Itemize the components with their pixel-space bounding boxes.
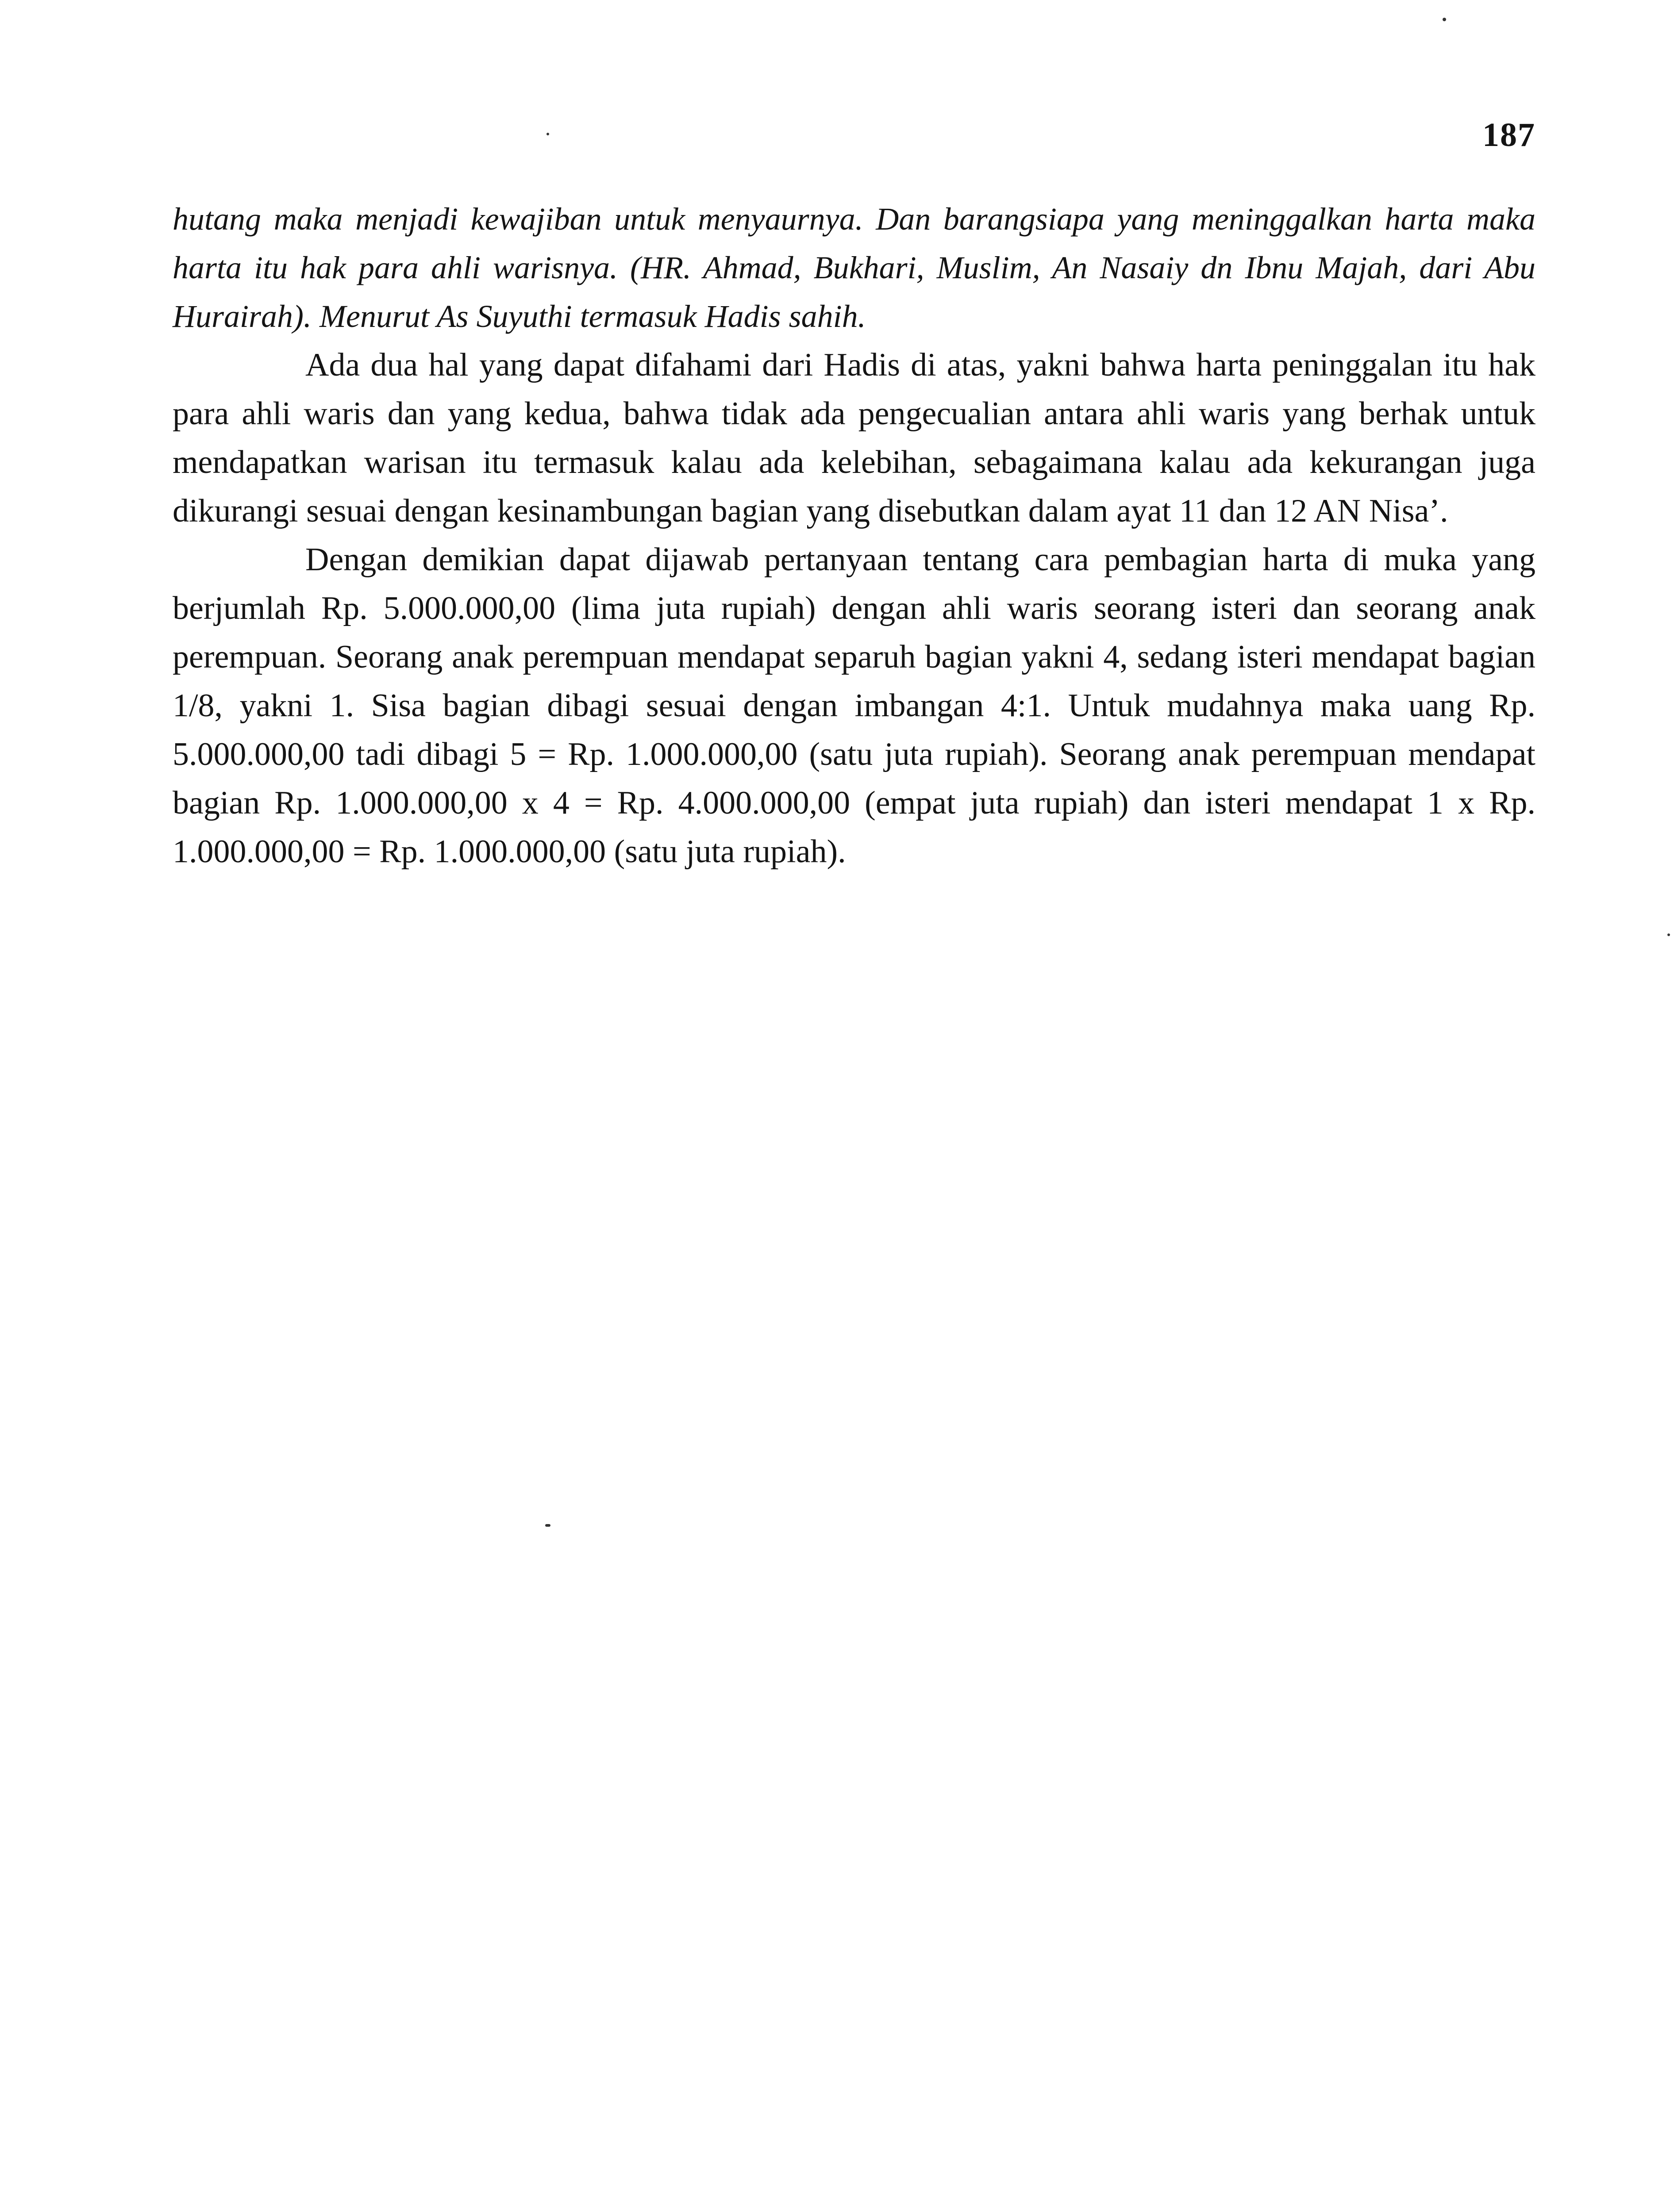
paragraph: Dengan demikian dapat dijawab pertanyaan tentang cara pembagian harta di muka yang berjumlah Rp. 5.000.000,00 (lima juta rupiah) dengan ahli waris seorang isteri dan seorang anak perempuan. Seorang anak perempuan mendapat separuh bagian yakni 4, sedang isteri mendapat bagian 1/8, yakni 1. Sisa bagian dibagi sesuai dengan imbangan 4:1. Untuk mudahnya maka uang Rp. 5.000.000,00 tadi dibagi 5 = Rp. 1.000.000,00 (satu juta rupiah). Seorang anak perempuan mendapat bagian Rp. 1.000.000,00 x 4 = Rp. 4.000.000,00 (empat juta rupiah) dan isteri mendapat 1 x Rp. 1.000.000,00 = Rp. 1.000.000,00 (satu juta rupiah). xyxy=(173,541,1535,870)
page-number: 187 xyxy=(1482,116,1535,154)
hadith-quote: hutang maka menjadi kewajiban untuk menyaurnya. Dan barangsiapa yang meninggalkan harta maka harta itu hak para ahli warisnya. (HR. Ahmad, Bukhari, Muslim, An Nasaiy dn Ibnu Majah, dari Abu Hurairah). Menurut As Suyuthi termasuk Hadis sahih. xyxy=(173,201,1535,334)
scan-speck xyxy=(546,133,549,135)
scan-speck xyxy=(1443,18,1446,21)
scan-speck xyxy=(1667,933,1670,936)
paragraph: Ada dua hal yang dapat difahami dari Hadis di atas, yakni bahwa harta peninggalan itu hak para ahli waris dan yang kedua, bahwa tidak ada pengecualian antara ahli waris yang berhak untuk mendapatkan warisan itu termasuk kalau ada kelebihan, sebagaimana kalau ada kekurangan juga dikurangi sesuai dengan kesinambungan bagian yang disebutkan dalam ayat 11 dan 12 AN Nisa’. xyxy=(173,347,1535,529)
scan-speck xyxy=(545,1524,550,1527)
body-text xyxy=(173,195,1535,876)
